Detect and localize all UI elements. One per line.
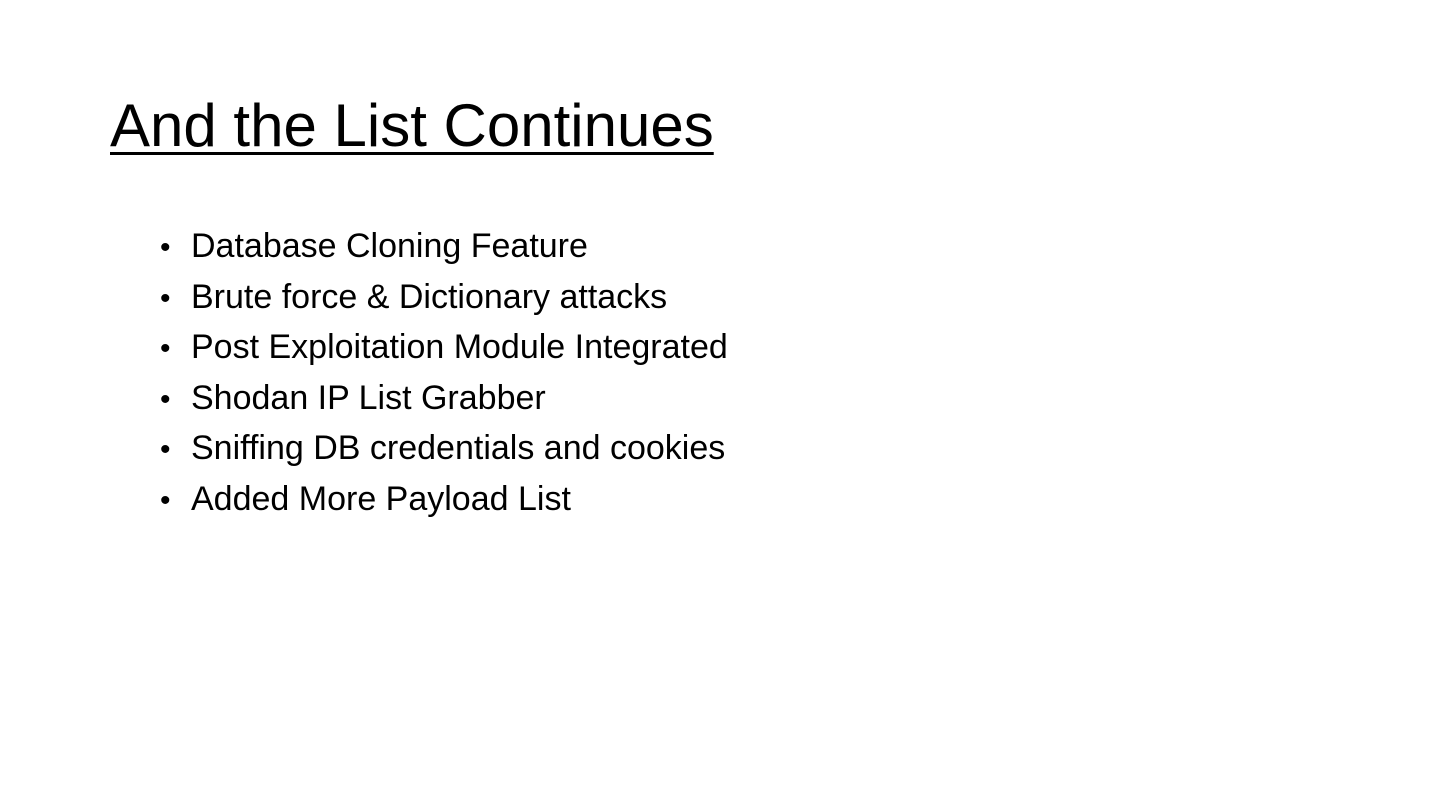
list-item xyxy=(160,474,728,525)
bullet-icon: • xyxy=(160,483,171,517)
list-item xyxy=(160,373,728,424)
list-item-text: Post Exploitation Module Integrated xyxy=(191,328,728,367)
list-item-text: Database Cloning Feature xyxy=(191,227,588,265)
list-item-text: Sniffing DB credentials and cookies xyxy=(191,429,726,468)
list-item-text: Added More Payload List xyxy=(191,479,571,518)
list-item xyxy=(160,423,728,474)
bullet-icon: • xyxy=(160,382,171,416)
bullet-icon: • xyxy=(160,332,171,366)
bullet-icon: • xyxy=(160,281,171,315)
bullet-icon: • xyxy=(160,433,171,467)
list-item xyxy=(160,322,728,373)
bullet-icon: • xyxy=(160,231,171,264)
list-item-text: Brute force & Dictionary attacks xyxy=(191,277,668,316)
list-item-text: Shodan IP List Grabber xyxy=(191,378,546,417)
bullet-list xyxy=(160,221,728,525)
list-item xyxy=(160,272,728,323)
slide-title: And the List Continues xyxy=(110,92,714,159)
list-item xyxy=(160,221,728,272)
